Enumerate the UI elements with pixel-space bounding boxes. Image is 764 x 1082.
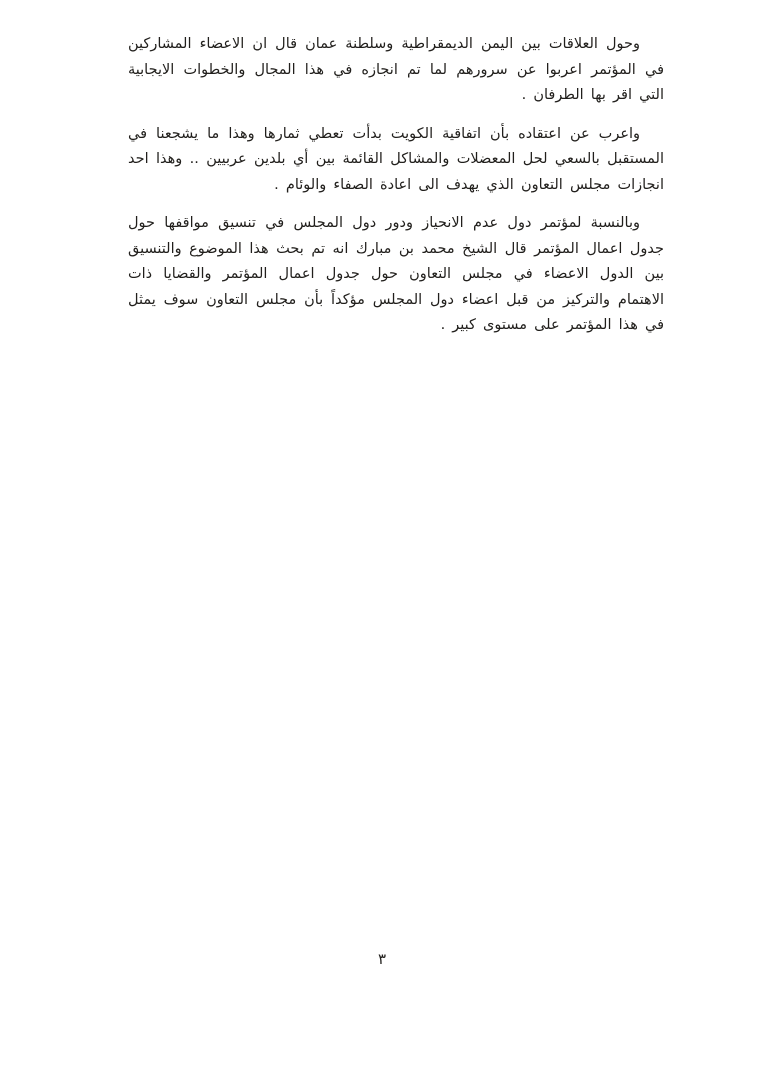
page-number: ٣ [377,950,387,968]
document-text-block [128,32,664,352]
paragraph-kuwait-agreement: واعرب عن اعتقاده بأن اتفاقية الكويت بدأت تعطي ثمارها وهذا ما يشجعنا في المستقبل بالسعي لحل المعضلات والمشاكل القائمة بين أي بلدين عربيين .. وهذا احد انجازات مجلس التعاون الذي يهدف الى اعادة الصفاء والوئام . [128,125,664,193]
paragraph-relations-yemen-oman: وحول العلاقات بين اليمن الديمقراطية وسلطنة عمان قال ان الاعضاء المشاركين في المؤتمر اعربوا عن سرورهم لما تم انجازه في هذا المجال والخطوات الايجابية التي اقر بها الطرفان . [128,36,664,103]
paragraph-non-aligned-conference: وبالنسبة لمؤتمر دول عدم الانحياز ودور دول المجلس في تنسيق مواقفها حول جدول اعمال المؤتمر قال الشيخ محمد بن مبارك انه تم بحث هذا الموضوع والتنسيق بين الدول الاعضاء في مجلس التعاون حول جدول اعمال المؤتمر والقضايا ذات الاهتمام والتركيز من قبل اعضاء دول المجلس مؤكداً بأن مجلس التعاون سوف يمثل في هذا المؤتمر على مستوى كبير . [128,215,664,333]
